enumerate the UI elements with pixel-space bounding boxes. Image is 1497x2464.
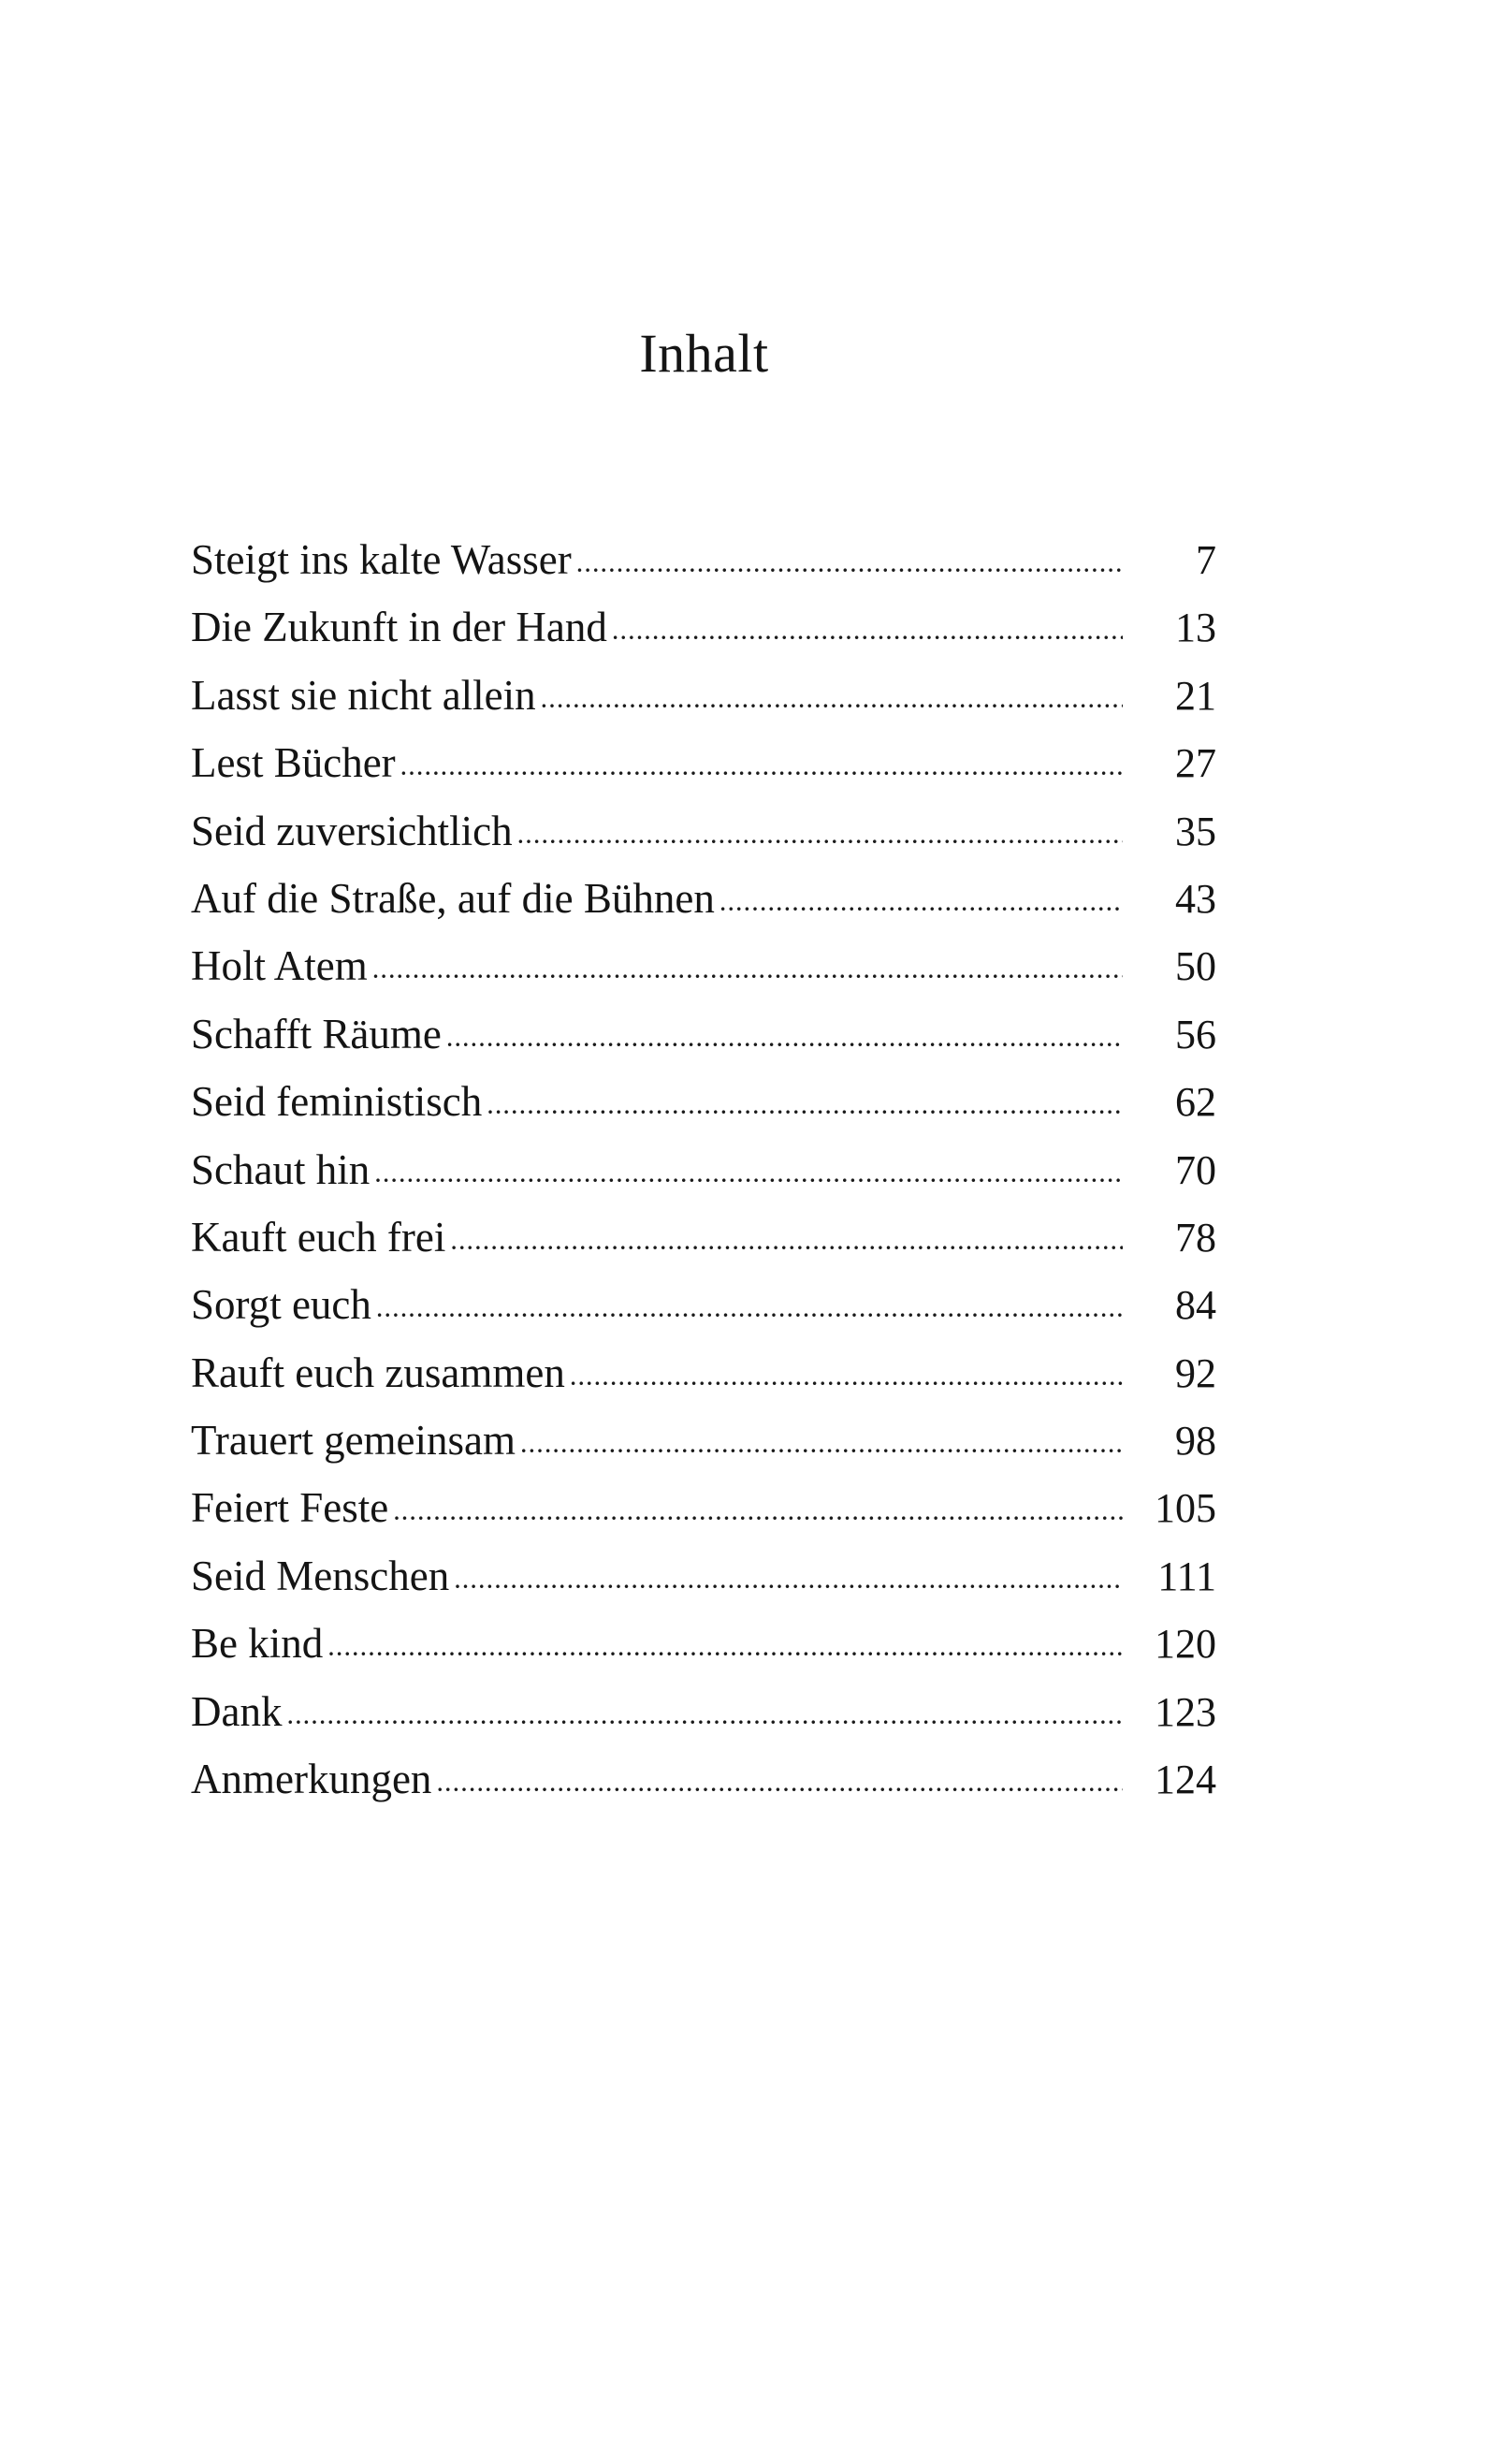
toc-entry-page: 124 <box>1155 1757 1216 1803</box>
toc-entry-page: 21 <box>1175 672 1216 719</box>
toc-entry-title: Schaut hin <box>191 1145 371 1193</box>
toc-entry <box>191 1271 1216 1338</box>
toc-entry-title: Anmerkungen <box>191 1756 432 1803</box>
toc-entry <box>191 729 1216 796</box>
toc-entry <box>191 932 1216 999</box>
toc-entry <box>191 1407 1216 1474</box>
toc-entry-page: 35 <box>1175 808 1216 854</box>
toc-entry <box>191 865 1216 932</box>
toc-entry-page: 56 <box>1175 1011 1216 1057</box>
toc-entry-title: Rauft euch zusammen <box>191 1349 565 1396</box>
toc-entry-page: 7 <box>1196 537 1216 583</box>
toc-entry-page: 111 <box>1157 1553 1216 1599</box>
toc-entry-title: Kauft euch frei <box>191 1213 446 1261</box>
dot-leader <box>518 795 1123 870</box>
toc-entry <box>191 1542 1216 1610</box>
toc-entry <box>191 526 1216 593</box>
toc-entry <box>191 797 1216 865</box>
toc-entry-title: Holt Atem <box>191 942 368 990</box>
dot-leader <box>571 1337 1123 1412</box>
toc-entry-page: 78 <box>1175 1214 1216 1261</box>
toc-entry-title: Schafft Räume <box>191 1010 442 1057</box>
toc-entry-title: Steigt ins kalte Wasser <box>191 536 572 583</box>
toc-entry-title: Seid zuversichtlich <box>191 807 513 854</box>
dot-leader <box>287 1676 1123 1751</box>
toc-entry <box>191 662 1216 729</box>
table-of-contents <box>191 526 1216 1813</box>
toc-entry-title: Die Zukunft in der Hand <box>191 604 607 651</box>
toc-entry-page: 70 <box>1175 1146 1216 1193</box>
toc-entry-page: 13 <box>1175 605 1216 651</box>
toc-entry-title: Trauert gemeinsam <box>191 1417 516 1465</box>
dot-leader <box>373 930 1123 1005</box>
dot-leader <box>328 1608 1123 1683</box>
toc-entry <box>191 1745 1216 1813</box>
toc-entry <box>191 593 1216 661</box>
toc-entry-page: 123 <box>1155 1688 1216 1735</box>
toc-entry <box>191 1000 1216 1068</box>
toc-entry-title: Seid Menschen <box>191 1552 450 1599</box>
toc-entry-page: 43 <box>1175 875 1216 922</box>
dot-leader <box>455 1540 1123 1615</box>
dot-leader <box>542 660 1123 735</box>
toc-entry <box>191 1203 1216 1271</box>
dot-leader <box>577 524 1123 599</box>
toc-entry <box>191 1678 1216 1745</box>
dot-leader <box>613 591 1123 666</box>
toc-entry <box>191 1136 1216 1203</box>
toc-entry-title: Lest Bücher <box>191 739 396 787</box>
page-title: Inhalt <box>639 323 769 384</box>
toc-entry-page: 27 <box>1175 740 1216 787</box>
toc-entry <box>191 1339 1216 1407</box>
toc-entry-page: 98 <box>1175 1418 1216 1465</box>
dot-leader <box>394 1472 1123 1547</box>
toc-entry-title: Seid feministisch <box>191 1078 483 1126</box>
toc-entry-page: 105 <box>1155 1485 1216 1532</box>
toc-entry-title: Auf die Straße, auf die Bühnen <box>191 874 715 922</box>
dot-leader <box>447 999 1123 1073</box>
dot-leader <box>720 863 1123 938</box>
dot-leader <box>377 1269 1123 1344</box>
toc-entry-page: 62 <box>1175 1079 1216 1126</box>
toc-entry <box>191 1610 1216 1677</box>
toc-entry-page: 50 <box>1175 943 1216 990</box>
dot-leader <box>487 1066 1123 1141</box>
toc-entry-title: Sorgt euch <box>191 1281 371 1329</box>
dot-leader <box>437 1743 1123 1818</box>
toc-entry <box>191 1068 1216 1135</box>
toc-entry-page: 92 <box>1175 1349 1216 1396</box>
toc-entry-title: Feiert Feste <box>191 1484 389 1532</box>
toc-entry-page: 84 <box>1175 1282 1216 1329</box>
dot-leader <box>451 1202 1123 1276</box>
toc-entry-page: 120 <box>1155 1621 1216 1668</box>
toc-entry-title: Lasst sie nicht allein <box>191 671 536 719</box>
toc-entry-title: Be kind <box>191 1620 324 1668</box>
dot-leader <box>401 727 1123 802</box>
toc-entry <box>191 1474 1216 1541</box>
toc-entry-title: Dank <box>191 1687 283 1735</box>
dot-leader <box>521 1405 1123 1480</box>
dot-leader <box>375 1134 1123 1209</box>
